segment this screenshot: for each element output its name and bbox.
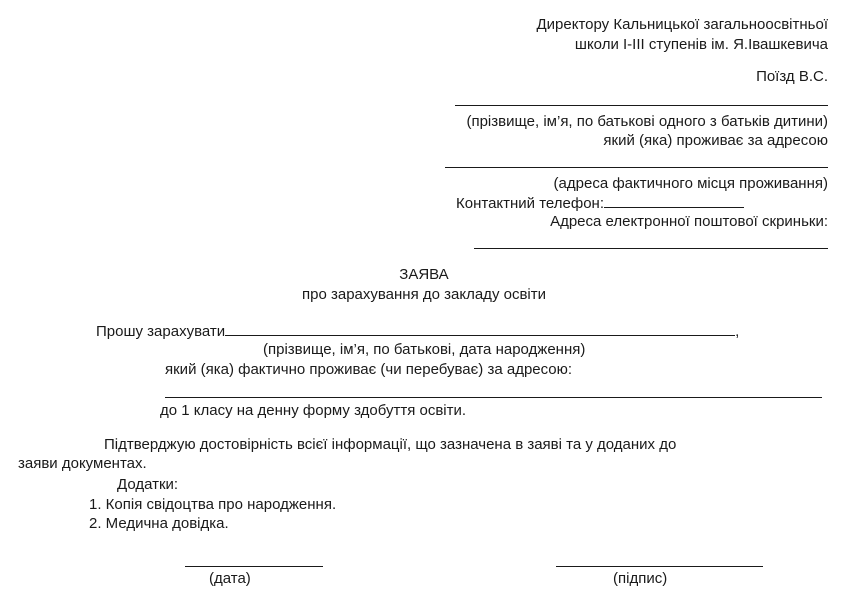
child-caption: (прізвище, ім’я, по батькові, дата народження) [263, 341, 586, 358]
attachment-item: 1. Копія свідоцтва про народження. [89, 496, 337, 513]
request-row [96, 321, 739, 341]
recipient-name: Поїзд В.С. [756, 68, 828, 85]
document-subtitle: про зарахування до закладу освіти [302, 286, 546, 303]
date-line [185, 566, 323, 567]
request-suffix: , [735, 323, 740, 340]
email-line [474, 248, 828, 249]
attachments-label: Додатки: [117, 476, 179, 493]
request-label: Прошу зарахувати [96, 323, 226, 340]
recipient-line-2: школи І-ІІІ ступенів ім. Я.Івашкевича [574, 36, 828, 53]
resides-label: який (яка) проживає за адресою [603, 132, 828, 149]
child-resides-label: який (яка) фактично проживає (чи перебуває) за адресою: [165, 361, 573, 378]
signature-line [556, 566, 763, 567]
email-label: Адреса електронної поштової скриньки: [550, 213, 828, 230]
phone-label: Контактний телефон: [456, 195, 604, 212]
child-name-line [225, 321, 735, 336]
class-text: до 1 класу на денну форму здобуття освіти. [160, 402, 467, 419]
document-title: ЗАЯВА [399, 266, 449, 283]
parent-name-line [455, 105, 828, 106]
parent-caption: (прізвище, ім’я, по батькові одного з батьків дитини) [466, 113, 828, 130]
address-caption: (адреса фактичного місця проживання) [553, 175, 828, 192]
phone-row [456, 193, 744, 213]
phone-line [604, 193, 744, 208]
attachment-item: 2. Медична довідка. [89, 515, 229, 532]
date-caption: (дата) [209, 570, 251, 587]
signature-caption: (підпис) [613, 570, 668, 587]
confirm-line-2: заяви документах. [18, 455, 147, 472]
child-address-line [165, 397, 822, 398]
parent-address-line [445, 167, 828, 168]
recipient-line-1: Директору Кальницької загальноосвітньої [536, 16, 828, 33]
confirm-line-1: Підтверджую достовірність всієї інформації, що зазначена в заяві та у доданих до [104, 436, 677, 453]
